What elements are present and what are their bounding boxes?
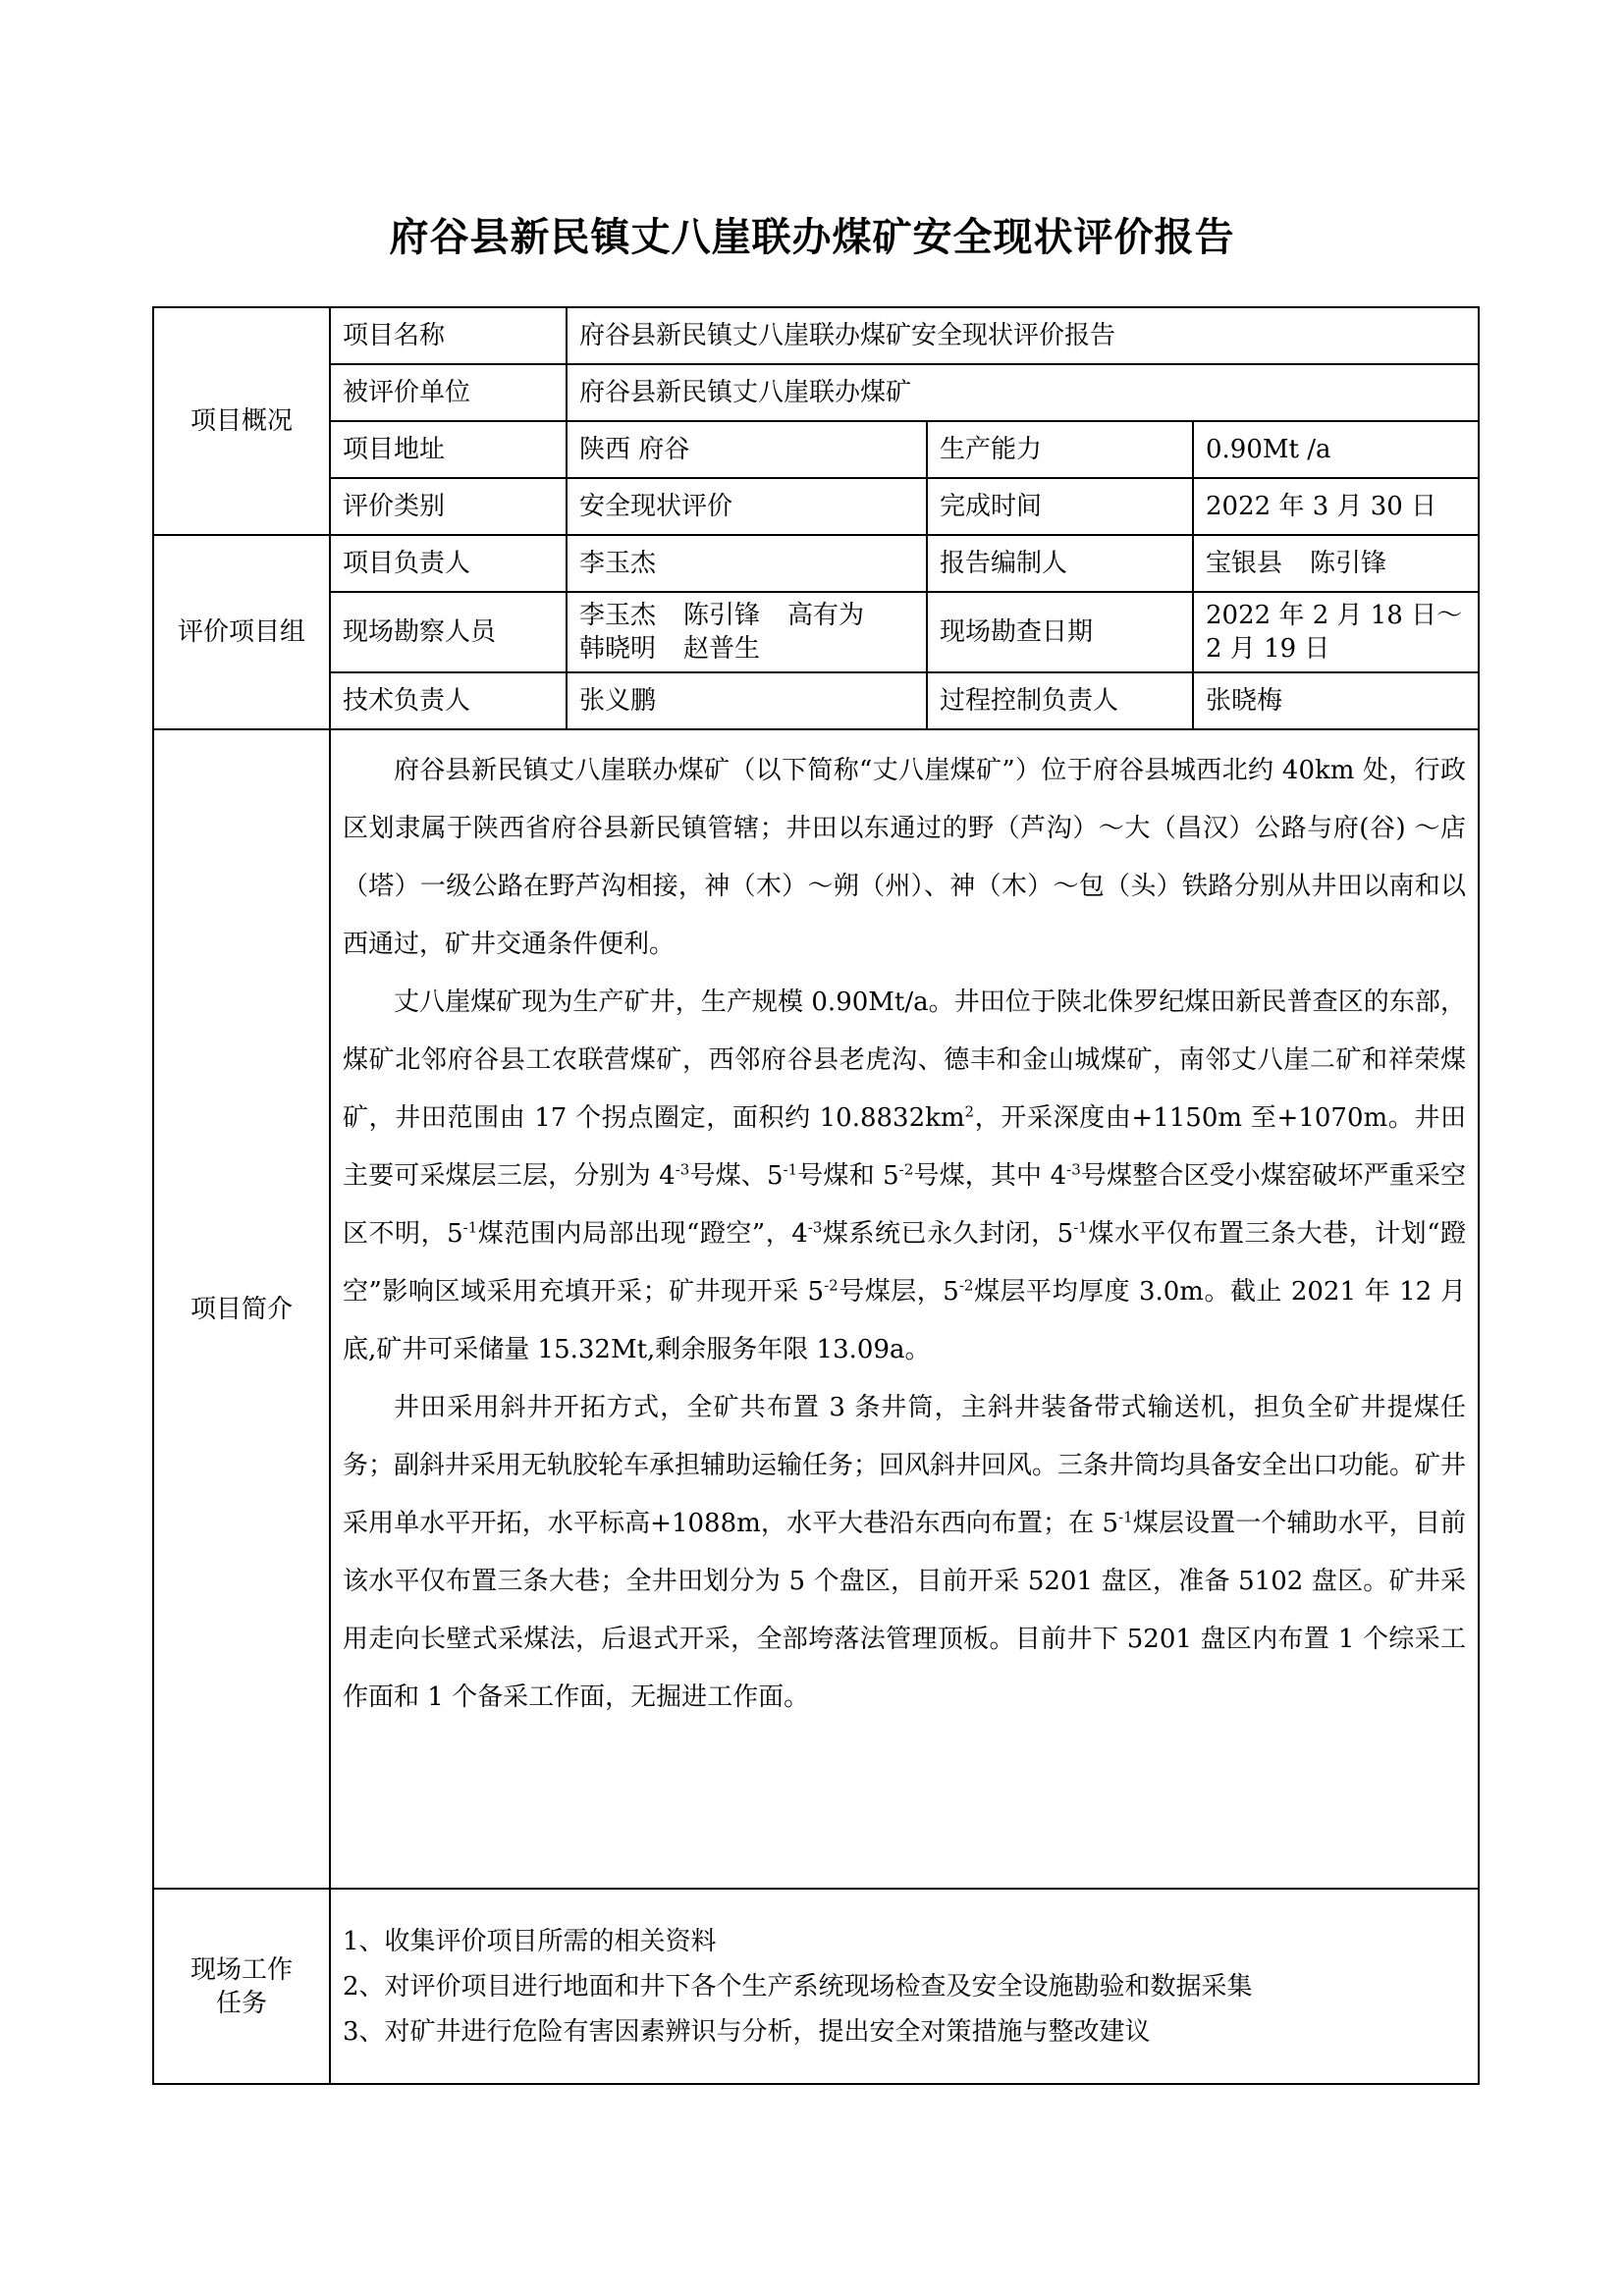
section-tasks bbox=[153, 1889, 330, 2084]
survey-date-label: 现场勘查日期 bbox=[927, 592, 1193, 672]
process-label: 过程控制负责人 bbox=[927, 672, 1193, 729]
unit-row bbox=[153, 364, 1479, 421]
section-team-label: 评价项目组 bbox=[177, 617, 305, 647]
tech-label: 技术负责人 bbox=[330, 672, 567, 729]
author-name: 陈引锋 bbox=[1310, 549, 1387, 578]
capacity-value: 0.90Mt /a bbox=[1193, 421, 1479, 478]
capacity-label: 生产能力 bbox=[927, 421, 1193, 478]
project-name-value: 府谷县新民镇丈八崖联办煤矿安全现状评价报告 bbox=[567, 307, 1479, 364]
inspector-name: 李玉杰 bbox=[579, 601, 657, 630]
author-value bbox=[1193, 535, 1479, 592]
section-overview-label: 项目概况 bbox=[189, 406, 293, 436]
section-overview bbox=[153, 307, 330, 535]
unit-value: 府谷县新民镇丈八崖联办煤矿 bbox=[567, 364, 1479, 421]
inspectors-value bbox=[567, 592, 927, 672]
section-tasks-label: 任务 bbox=[215, 1988, 267, 2018]
category-label: 评价类别 bbox=[330, 478, 567, 535]
tasks-row bbox=[153, 1889, 1479, 2084]
task-item: 2、对评价项目进行地面和井下各个生产系统现场检查及安全设施勘验和数据采集 bbox=[343, 1971, 1253, 2002]
leader-row bbox=[153, 535, 1479, 592]
leader-value: 李玉杰 bbox=[567, 535, 927, 592]
survey-date-line: 2 月 19 日 bbox=[1206, 634, 1330, 664]
document-title: 府谷县新民镇丈八崖联办煤矿安全现状评价报告 bbox=[389, 215, 1235, 260]
completion-label: 完成时间 bbox=[927, 478, 1193, 535]
tech-value: 张义鹏 bbox=[567, 672, 927, 729]
address-label: 项目地址 bbox=[330, 421, 567, 478]
section-intro bbox=[153, 729, 330, 1889]
inspectors-label: 现场勘察人员 bbox=[330, 592, 567, 672]
intro-row bbox=[153, 729, 1479, 1889]
category-row bbox=[153, 478, 1479, 535]
author-label: 报告编制人 bbox=[927, 535, 1193, 592]
section-team bbox=[153, 535, 330, 729]
inspector-name: 韩晓明 bbox=[579, 634, 657, 664]
tech-row bbox=[153, 672, 1479, 729]
author-name: 宝银县 bbox=[1206, 549, 1283, 578]
survey-date-line: 2022 年 2 月 18 日～ bbox=[1206, 601, 1463, 630]
address-value: 陕西 府谷 bbox=[567, 421, 927, 478]
report-table bbox=[152, 306, 1480, 2085]
leader-label: 项目负责人 bbox=[330, 535, 567, 592]
intro-content bbox=[330, 729, 1479, 1889]
intro-paragraph: 丈八崖煤矿现为生产矿井，生产规模 0.90Mt/a。井田位于陕北侏罗纪煤田新民普查区的东部，煤矿北邻府谷县工农联营煤矿，西邻府谷县老虎沟、德丰和金山城煤矿，南邻丈八崖二矿和祥荣煤矿，井田范围由 17 个拐点圈定，面积约 $10.8832km^2$，开采深度由+1150m 至+1070m。井田主要可采煤层三层，分别为 $4^{-3}$号煤、$5^{-1}$号煤和 $5^{-2}$号煤，其中 $4^{-3}$号煤整合区受小煤窑破坏严重采空区不明，$5^{-1}$煤范围内局部出现“蹬空”，$4^{-3}$煤系统已永久封闭，$5^{-1}$煤水平仅布置三条大巷，计划“蹬空”影响区域采用充填开采；矿井现开采 $5^{-2}$号煤层，$5^{-2}$煤层平均厚度 3.0m。截止 2021 年 12 月底,矿井可采储量 15.32Mt,剩余服务年限 13.09a。 bbox=[343, 988, 1466, 1364]
completion-value: 2022 年 3 月 30 日 bbox=[1193, 478, 1479, 535]
inspector-name: 高有为 bbox=[787, 601, 865, 630]
section-intro-label: 项目简介 bbox=[189, 1294, 293, 1324]
unit-label: 被评价单位 bbox=[330, 364, 567, 421]
address-row bbox=[153, 421, 1479, 478]
category-value: 安全现状评价 bbox=[567, 478, 927, 535]
task-item: 3、对矿井进行危险有害因素辨识与分析，提出安全对策措施与整改建议 bbox=[343, 2016, 1151, 2047]
inspectors-line bbox=[579, 632, 914, 666]
intro-paragraph: 井田采用斜井开拓方式，全矿共布置 3 条井筒，主斜井装备带式输送机，担负全矿井提煤任务；副斜井采用无轨胶轮车承担辅助运输任务；回风斜井回风。三条井筒均具备安全出口功能。矿井采用单水平开拓，水平标高+1088m，水平大巷沿东西向布置；在 $5^{-1}$煤层设置一个辅助水平，目前该水平仅布置三条大巷；全井田划分为 5 个盘区，目前开采 5201 盘区，准备 5102 盘区。矿井采用走向长壁式采煤法，后退式开采，全部垮落法管理顶板。目前井下 5201 盘区内布置 1 个综采工作面和 1 个备采工作面，无掘进工作面。 bbox=[343, 1393, 1467, 1712]
inspector-name: 陈引锋 bbox=[683, 601, 761, 630]
section-tasks-label: 现场工作 bbox=[189, 1954, 293, 1985]
task-item: 1、收集评价项目所需的相关资料 bbox=[343, 1926, 717, 1956]
inspector-name: 赵普生 bbox=[683, 634, 761, 664]
tasks-content bbox=[330, 1889, 1479, 2084]
survey-date-value bbox=[1193, 592, 1479, 672]
project-name-row bbox=[153, 307, 1479, 364]
intro-paragraph: 府谷县新民镇丈八崖联办煤矿（以下简称“丈八崖煤矿”）位于府谷县城西北约 40km 处，行政区划隶属于陕西省府谷县新民镇管辖；井田以东通过的野（芦沟）～大（昌汉）公路与府(谷) ～店（塔）一级公路在野芦沟相接，神（木）～朔（州）、神（木）～包（头）铁路分别从井田以南和以西通过，矿井交通条件便利。 bbox=[343, 756, 1466, 959]
process-value: 张晓梅 bbox=[1193, 672, 1479, 729]
inspectors-row bbox=[153, 592, 1479, 672]
inspectors-line bbox=[579, 599, 914, 632]
project-name-label: 项目名称 bbox=[330, 307, 567, 364]
